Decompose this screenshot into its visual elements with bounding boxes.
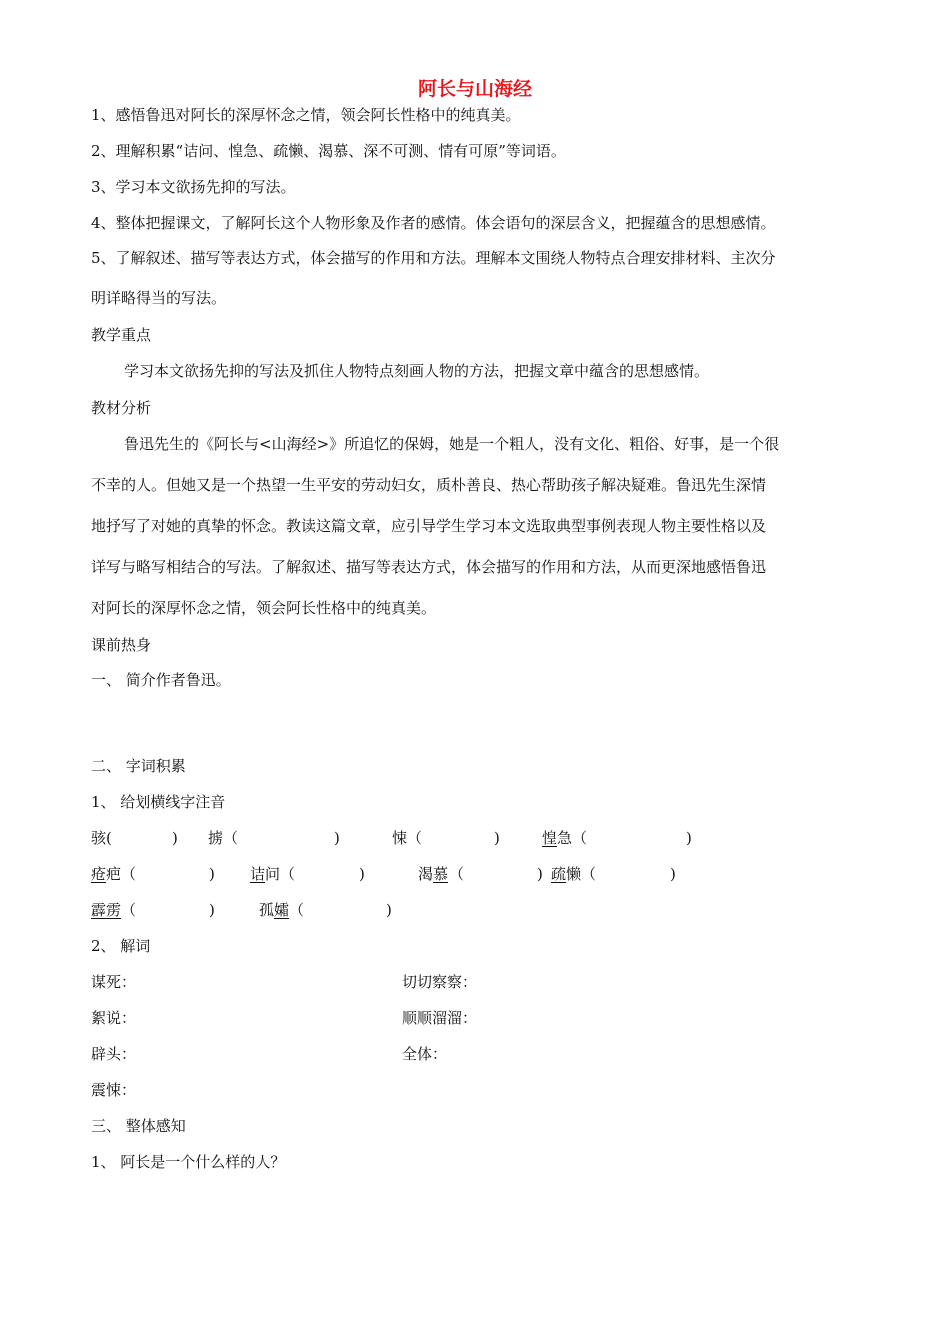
analysis-line-2: 不幸的人。但她又是一个热望一生平安的劳动妇女，质朴善良、热心帮助孩子解决疑难。鲁迅先生深情: [91, 476, 767, 494]
underlined-char-jie: 诘: [250, 865, 266, 883]
vocab-lu: 掳（: [208, 829, 239, 847]
underlined-char-shu: 疏: [551, 865, 567, 883]
term-zhensong: 震悚：: [91, 1081, 137, 1099]
objective-3: 3、学习本文欲扬先抑的写法。: [91, 178, 296, 196]
paren-close: ): [334, 829, 340, 847]
vocab-hai: 骇(: [91, 829, 112, 847]
objective-5-cont: 明详略得当的写法。: [91, 289, 227, 307]
paren-close: ): [386, 901, 392, 919]
underlined-char-pi: 霹: [91, 901, 107, 919]
section-2: 二、 字词积累: [91, 757, 186, 775]
paren-open: （: [289, 901, 305, 919]
underlined-char-shuang: 孀: [274, 901, 290, 919]
vocab-jiewen: 问（: [265, 865, 296, 883]
paren-open: （: [449, 865, 465, 883]
paren-close: ): [172, 829, 178, 847]
vocab-song: 悚（: [392, 829, 423, 847]
term-pitou: 辟头：: [91, 1045, 137, 1063]
term-shunshunliuliu: 顺顺溜溜：: [402, 1009, 478, 1027]
vocab-huangji: 急（: [557, 829, 588, 847]
vocab-chuangba: 疤（: [106, 865, 137, 883]
term-quanti: 全体：: [402, 1045, 448, 1063]
analysis-line-1: 鲁迅先生的《阿长与<山海经>》所追忆的保姆，她是一个粗人，没有文化、粗俗、好事，是一个很: [124, 435, 780, 453]
objective-2: 2、理解积累“诘问、惶急、疏懒、渴慕、深不可测、情有可原”等词语。: [91, 142, 566, 160]
objective-5: 5、了解叙述、描写等表达方式，体会描写的作用和方法。理解本文围绕人物特点合理安排材料、主次分: [91, 249, 776, 267]
vocab-shulan: 懒（: [566, 865, 597, 883]
term-mousi: 谋死：: [91, 973, 137, 991]
underlined-char-mu: 慕: [433, 865, 449, 883]
objective-1: 1、感悟鲁迅对阿长的深厚怀念之情，领会阿长性格中的纯真美。: [91, 106, 521, 124]
key-points-heading: 教学重点: [91, 326, 152, 344]
section-1: 一、 简介作者鲁迅。: [91, 671, 231, 689]
paren-close: ): [537, 865, 543, 883]
vocab-kemu-ke: 渴: [418, 865, 434, 883]
underlined-char-chuang: 疮: [91, 865, 107, 883]
paren-open: （: [121, 901, 137, 919]
analysis-line-3: 地抒写了对她的真挚的怀念。教读这篇文章，应引导学生学习本文选取典型事例表现人物主要性格以及: [91, 517, 767, 535]
term-qieqiechacha: 切切察察：: [402, 973, 478, 991]
warmup-heading: 课前热身: [91, 636, 152, 654]
objective-4: 4、整体把握课文，了解阿长这个人物形象及作者的感情。体会语句的深层含义，把握蕴含的思想感情。: [91, 214, 776, 232]
pinyin-task: 1、 给划横线字注音: [91, 793, 226, 811]
analysis-line-5: 对阿长的深厚怀念之情，领会阿长性格中的纯真美。: [91, 599, 437, 617]
paren-close: ): [209, 901, 215, 919]
question-1: 1、 阿长是一个什么样的人？: [91, 1153, 286, 1171]
paren-close: ): [494, 829, 500, 847]
paren-close: ): [209, 865, 215, 883]
section-3: 三、 整体感知: [91, 1117, 186, 1135]
paren-close: ): [359, 865, 365, 883]
paren-close: ): [670, 865, 676, 883]
document-title: 阿长与山海经: [417, 78, 532, 100]
definitions-task: 2、 解词: [91, 937, 151, 955]
term-xushuo: 絮说：: [91, 1009, 137, 1027]
underlined-char-huang: 惶: [542, 829, 558, 847]
analysis-line-4: 详写与略写相结合的写法。了解叙述、描写等表达方式，体会描写的作用和方法，从而更深地感悟鲁迅: [91, 558, 767, 576]
key-points-text: 学习本文欲扬先抑的写法及抓住人物特点刻画人物的方法，把握文章中蕴含的思想感情。: [124, 362, 710, 380]
vocab-gushuang-gu: 孤: [259, 901, 275, 919]
underlined-char-li: 雳: [106, 901, 122, 919]
paren-close: ): [686, 829, 692, 847]
analysis-heading: 教材分析: [91, 399, 152, 417]
